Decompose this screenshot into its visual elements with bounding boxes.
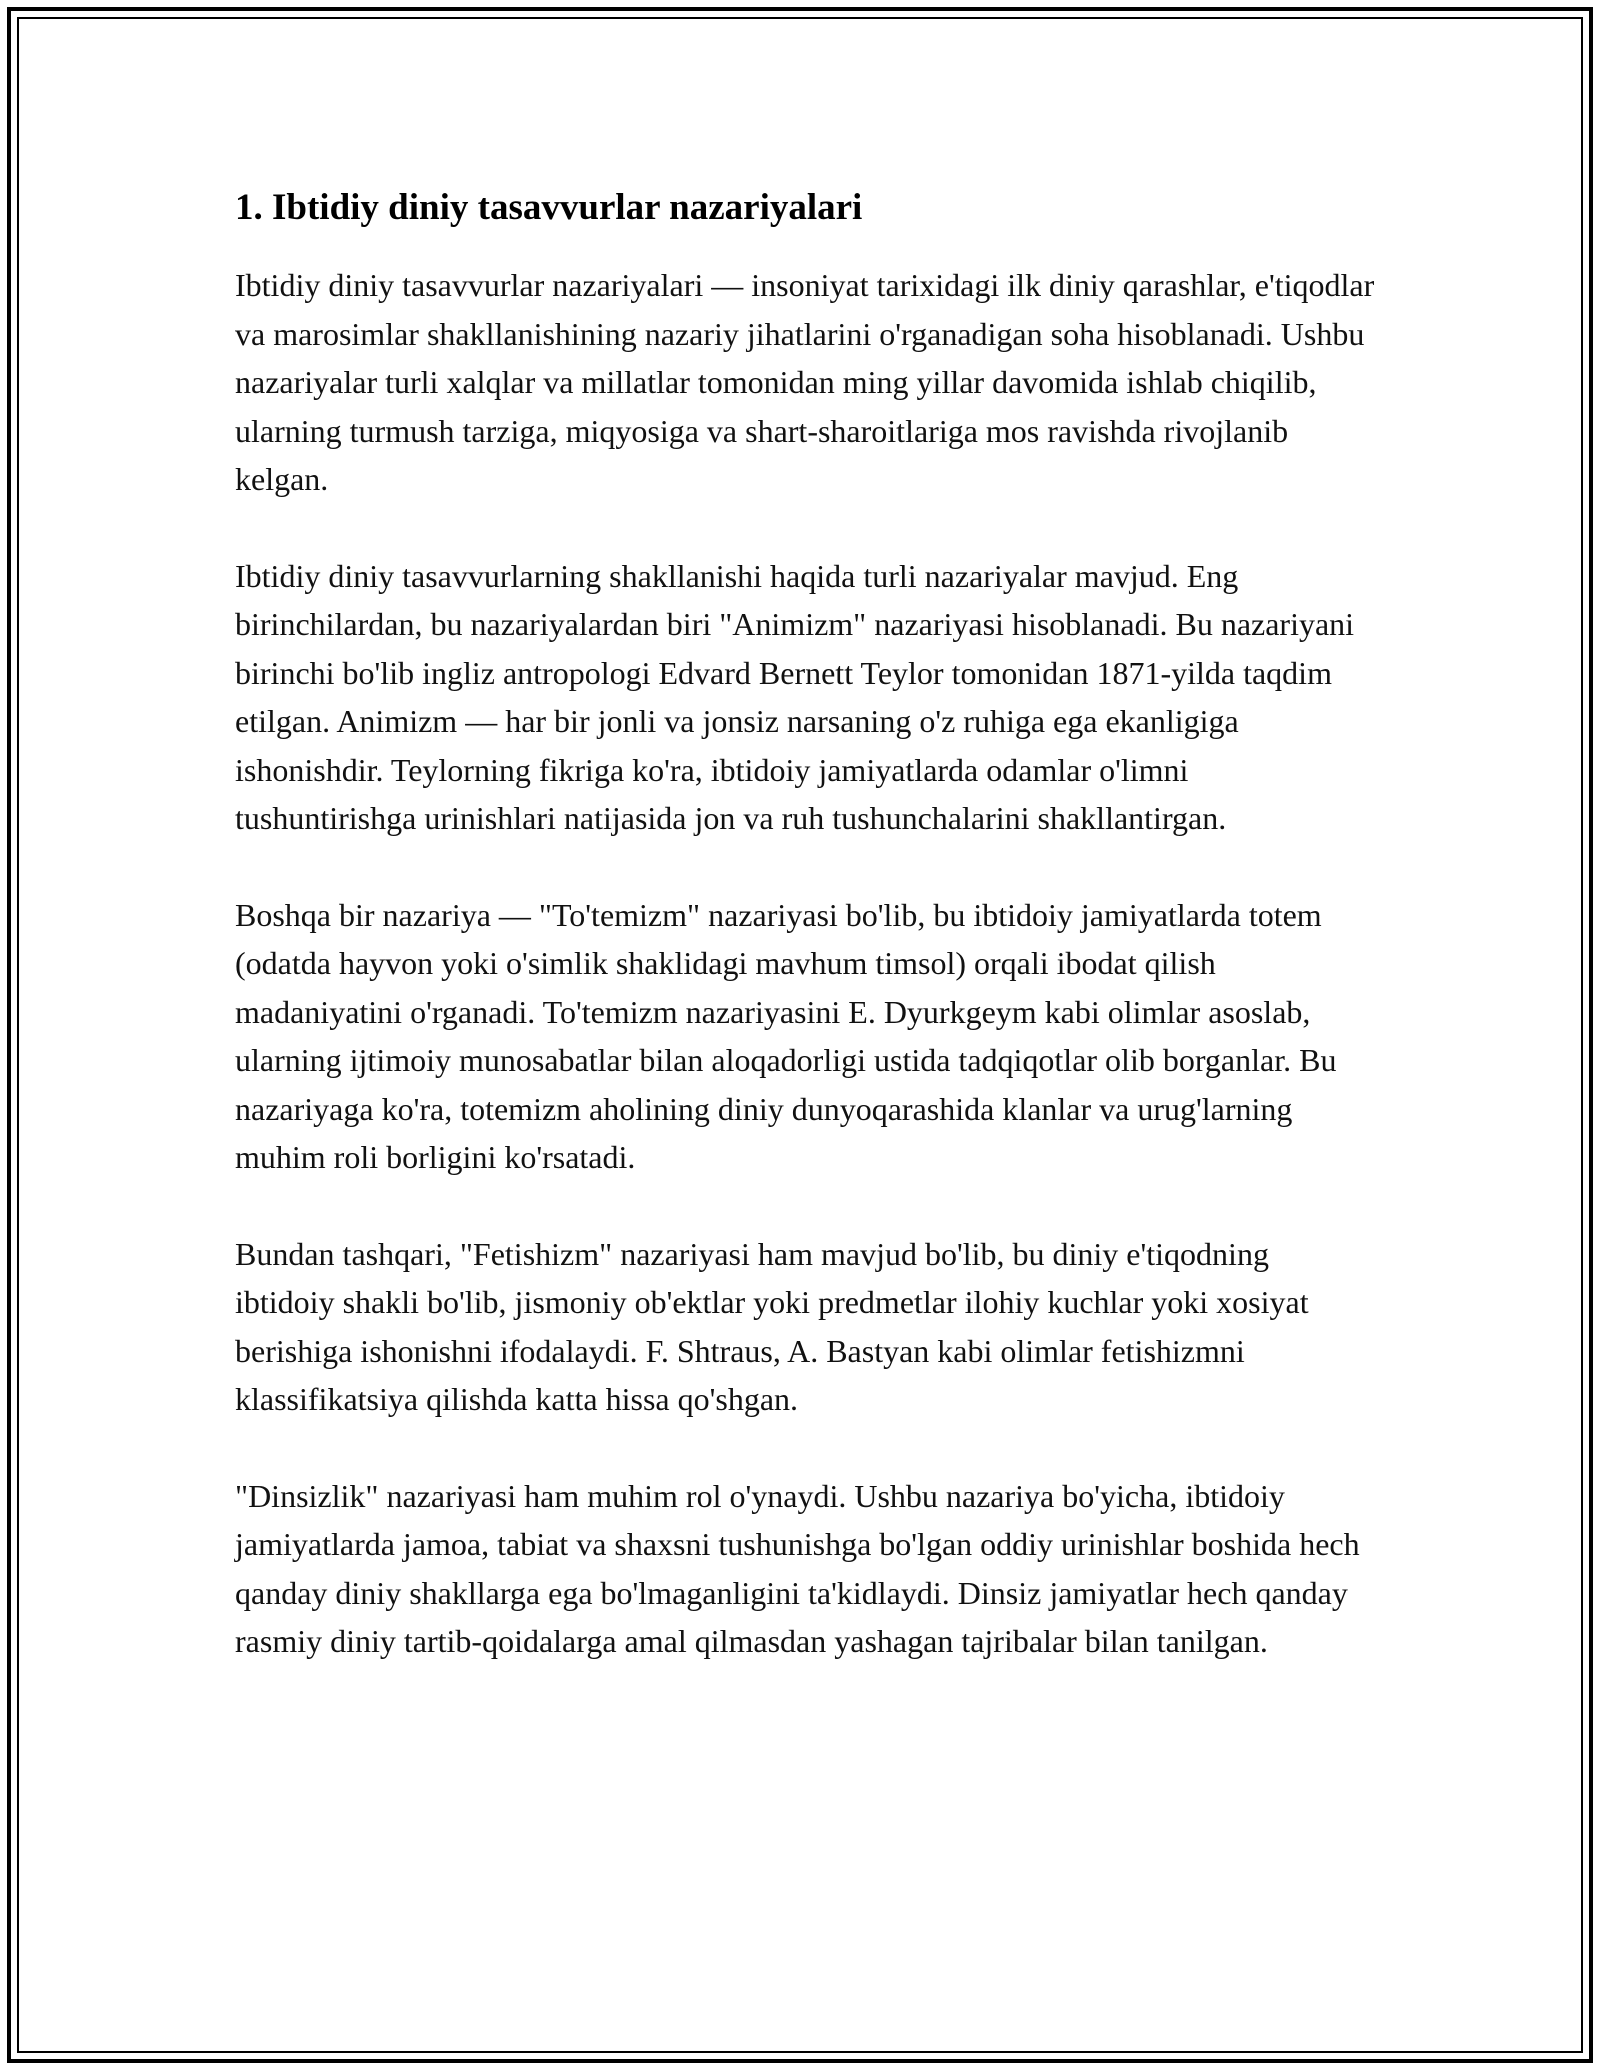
paragraph-animism: Ibtidiy diniy tasavvurlarning shakllanishi haqida turli nazariyalar mavjud. Eng birinchilardan, bu nazariyalardan biri "Animizm" nazariyasi hisoblanadi. Bu nazariyani birinchi bo'lib ingliz antropologi Edvard Bernett Teylor tomonidan 1871-yilda taqdim etilgan. Animizm — har bir jonli va jonsiz narsaning o'z ruhiga ega ekanligiga ishonishdir. Teylorning fikriga ko'ra, ibtidoiy jamiyatlarda odamlar o'limni tushuntirishga urinishlari natijasida jon va ruh tushunchalarini shakllantirgan. [235,557,1355,836]
paragraph-totemism: Boshqa bir nazariya — "To'temizm" nazariyasi bo'lib, bu ibtidoiy jamiyatlarda totem (odatda hayvon yoki o'simlik shaklidagi mavhum timsol) orqali ibodat qilish madaniyatini o'rganadi. To'temizm nazariyasini E. Dyurkgeym kabi olimlar asoslab, ularning ijtimoiy munosabatlar bilan aloqadorligi ustida tadqiqotlar olib borganlar. Bu nazariyaga ko'ra, totemizm aholining diniy dunyoqarashida klanlar va urug'larning muhim roli borligini ko'rsatadi. [235,896,1337,1175]
document-body [235,185,1375,1714]
paragraph-intro: Ibtidiy diniy tasavvurlar nazariyalari — insoniyat tarixidagi ilk diniy qarashlar, e'tiqodlar va marosimlar shakllanishining nazariy jihatlarini o'rganadigan soha hisoblanadi. Ushbu nazariyalar turli xalqlar va millatlar tomonidan ming yillar davomida ishlab chiqilib, ularning turmush tarziga, miqyosiga va shart-sharoitlariga mos ravishda rivojlanib kelgan. [235,267,1375,497]
section-heading: 1. Ibtidiy diniy tasavvurlar nazariyalari [235,187,863,228]
paragraph-irreligion: "Dinsizlik" nazariyasi ham muhim rol o'ynaydi. Ushbu nazariya bo'yicha, ibtidoiy jamiyatlarda jamoa, tabiat va shaxsni tushunishga bo'lgan oddiy urinishlar boshida hech qanday diniy shakllarga ega bo'lmaganligini ta'kidlaydi. Dinsiz jamiyatlar hech qanday rasmiy diniy tartib-qoidalarga amal qilmasdan yashagan tajribalar bilan tanilgan. [235,1477,1360,1659]
paragraph-fetishism: Bundan tashqari, "Fetishizm" nazariyasi ham mavjud bo'lib, bu diniy e'tiqodning ibtidoiy shakli bo'lib, jismoniy ob'ektlar yoki predmetlar ilohiy kuchlar yoki xosiyat berishiga ishonishni ifodalaydi. F. Shtraus, A. Bastyan kabi olimlar fetishizmni klassifikatsiya qilishda katta hissa qo'shgan. [235,1235,1309,1417]
